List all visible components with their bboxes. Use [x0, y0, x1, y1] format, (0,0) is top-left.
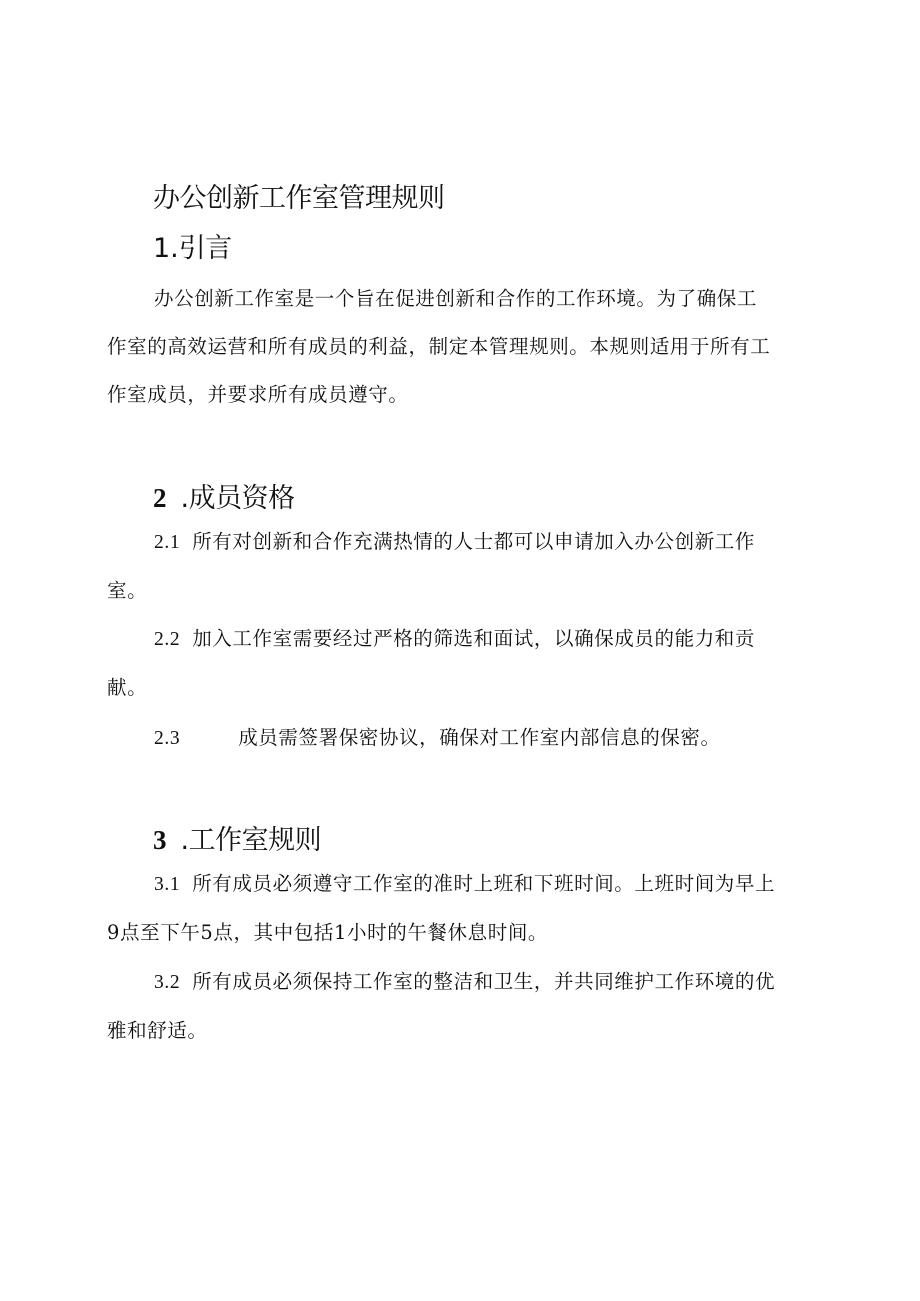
clause-text: 所有成员必须遵守工作室的准时上班和下班时间。上班时间为早上 — [192, 872, 776, 895]
section-heading-1 — [153, 226, 232, 265]
paragraph-line: 办公创新工作室是一个旨在促进创新和合作的工作环境。为了确保工 — [154, 287, 758, 310]
clause-text: 加入工作室需要经过严格的筛选和面试，以确保成员的能力和贡 — [192, 627, 755, 650]
clause-text: 所有成员必须保持工作室的整洁和卫生，并共同维护工作环境的优 — [192, 970, 776, 993]
section-number: 2 — [153, 483, 167, 513]
clause-3-1 — [107, 860, 827, 957]
clause-number: 2.2 — [154, 629, 181, 650]
clause-2-2 — [107, 615, 827, 712]
clause-text: 献。 — [107, 676, 148, 699]
document-title: 办公创新工作室管理规则 — [153, 183, 445, 214]
section-heading-text: 引言 — [178, 233, 232, 264]
intro-paragraph — [107, 275, 827, 419]
paragraph-line: 作室成员，并要求所有成员遵守。 — [107, 383, 409, 406]
clause-text: 所有对创新和合作充满热情的人士都可以申请加入办公创新工作 — [192, 530, 755, 553]
paragraph-line: 作室的高效运营和所有成员的利益，制定本管理规则。本规则适用于所有工 — [107, 335, 771, 358]
clause-2-3 — [107, 714, 827, 763]
clause-2-1 — [107, 518, 827, 615]
clause-number: 3.2 — [154, 972, 181, 993]
section-heading-text: .工作室规则 — [180, 825, 322, 856]
section-heading-3 — [153, 818, 321, 857]
section-number: 3 — [153, 825, 167, 855]
clause-text: 9点至下午5点，其中包括1小时的午餐休息时间。 — [107, 921, 549, 944]
clause-number: 3.1 — [154, 874, 181, 895]
clause-text: 雅和舒适。 — [107, 1019, 208, 1042]
clause-text: 成员需签署保密协议，确保对工作室内部信息的保密。 — [238, 726, 721, 749]
section-heading-text: .成员资格 — [180, 483, 295, 514]
clause-text: 室。 — [107, 579, 148, 602]
clause-number: 2.3 — [154, 728, 181, 749]
clause-number: 2.1 — [154, 532, 181, 553]
section-number: 1. — [153, 233, 179, 264]
section-heading-2 — [153, 476, 295, 515]
clause-3-2 — [107, 958, 827, 1055]
